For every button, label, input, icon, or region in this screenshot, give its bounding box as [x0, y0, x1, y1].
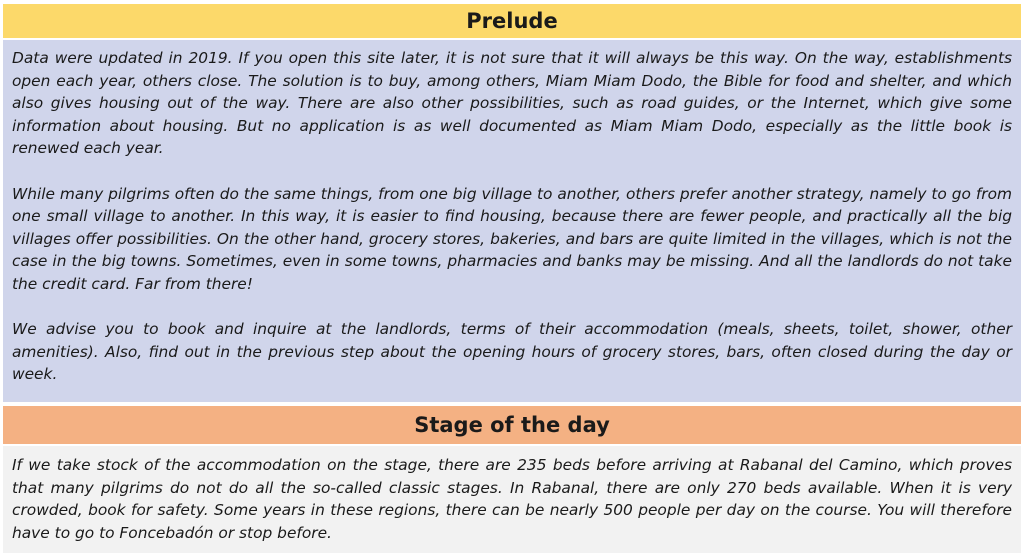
prelude-paragraph-1: Data were updated in 2019. If you open this site later, it is not sure that it will always be this way. On the way, establishments open each year, others close. The solution is to buy, among others, Miam Miam Dodo, the Bible for food and shelter, and which also gives housing out of the way. There are also other possibilities, such as road guides, or the Internet, which give some information about housing. But no application is as well documented as Miam Miam Dodo, especially as the little book is renewed each year.: [12, 49, 1012, 158]
stage-of-the-day-body: [3, 446, 1021, 553]
prelude-paragraph-3: We advise you to book and inquire at the landlords, terms of their accommodation (meals, sheets, toilet, shower, other amenities). Also, find out in the previous step about the opening hours of grocery stores, bars, often closed during the day or week.: [12, 320, 1012, 384]
prelude-body: [3, 40, 1021, 402]
prelude-paragraph-2: While many pilgrims often do the same things, from one big village to another, others prefer another strategy, namely to go from one small village to another. In this way, it is easier to find housing, because there are fewer people, and practically all the big villages offer possibilities. On the other hand, grocery stores, bakeries, and bars are quite limited in the villages, which is not the case in the big towns. Sometimes, even in some towns, pharmacies and banks may be missing. And all the landlords do not take the credit card. Far from there!: [12, 184, 1012, 293]
stage-of-the-day-heading: Stage of the day: [3, 406, 1021, 444]
prelude-heading: Prelude: [3, 4, 1021, 38]
stage-paragraph-1: If we take stock of the accommodation on the stage, there are 235 beds before arriving at Rabanal del Camino, which proves that many pilgrims do not do all the so-called classic stages. In Rabanal, there are only 270 beds available. When it is very crowded, book for safety. Some years in these regions, there can be nearly 500 people per day on the course. You will therefore have to go to Foncebadón or stop before.: [12, 456, 1012, 542]
